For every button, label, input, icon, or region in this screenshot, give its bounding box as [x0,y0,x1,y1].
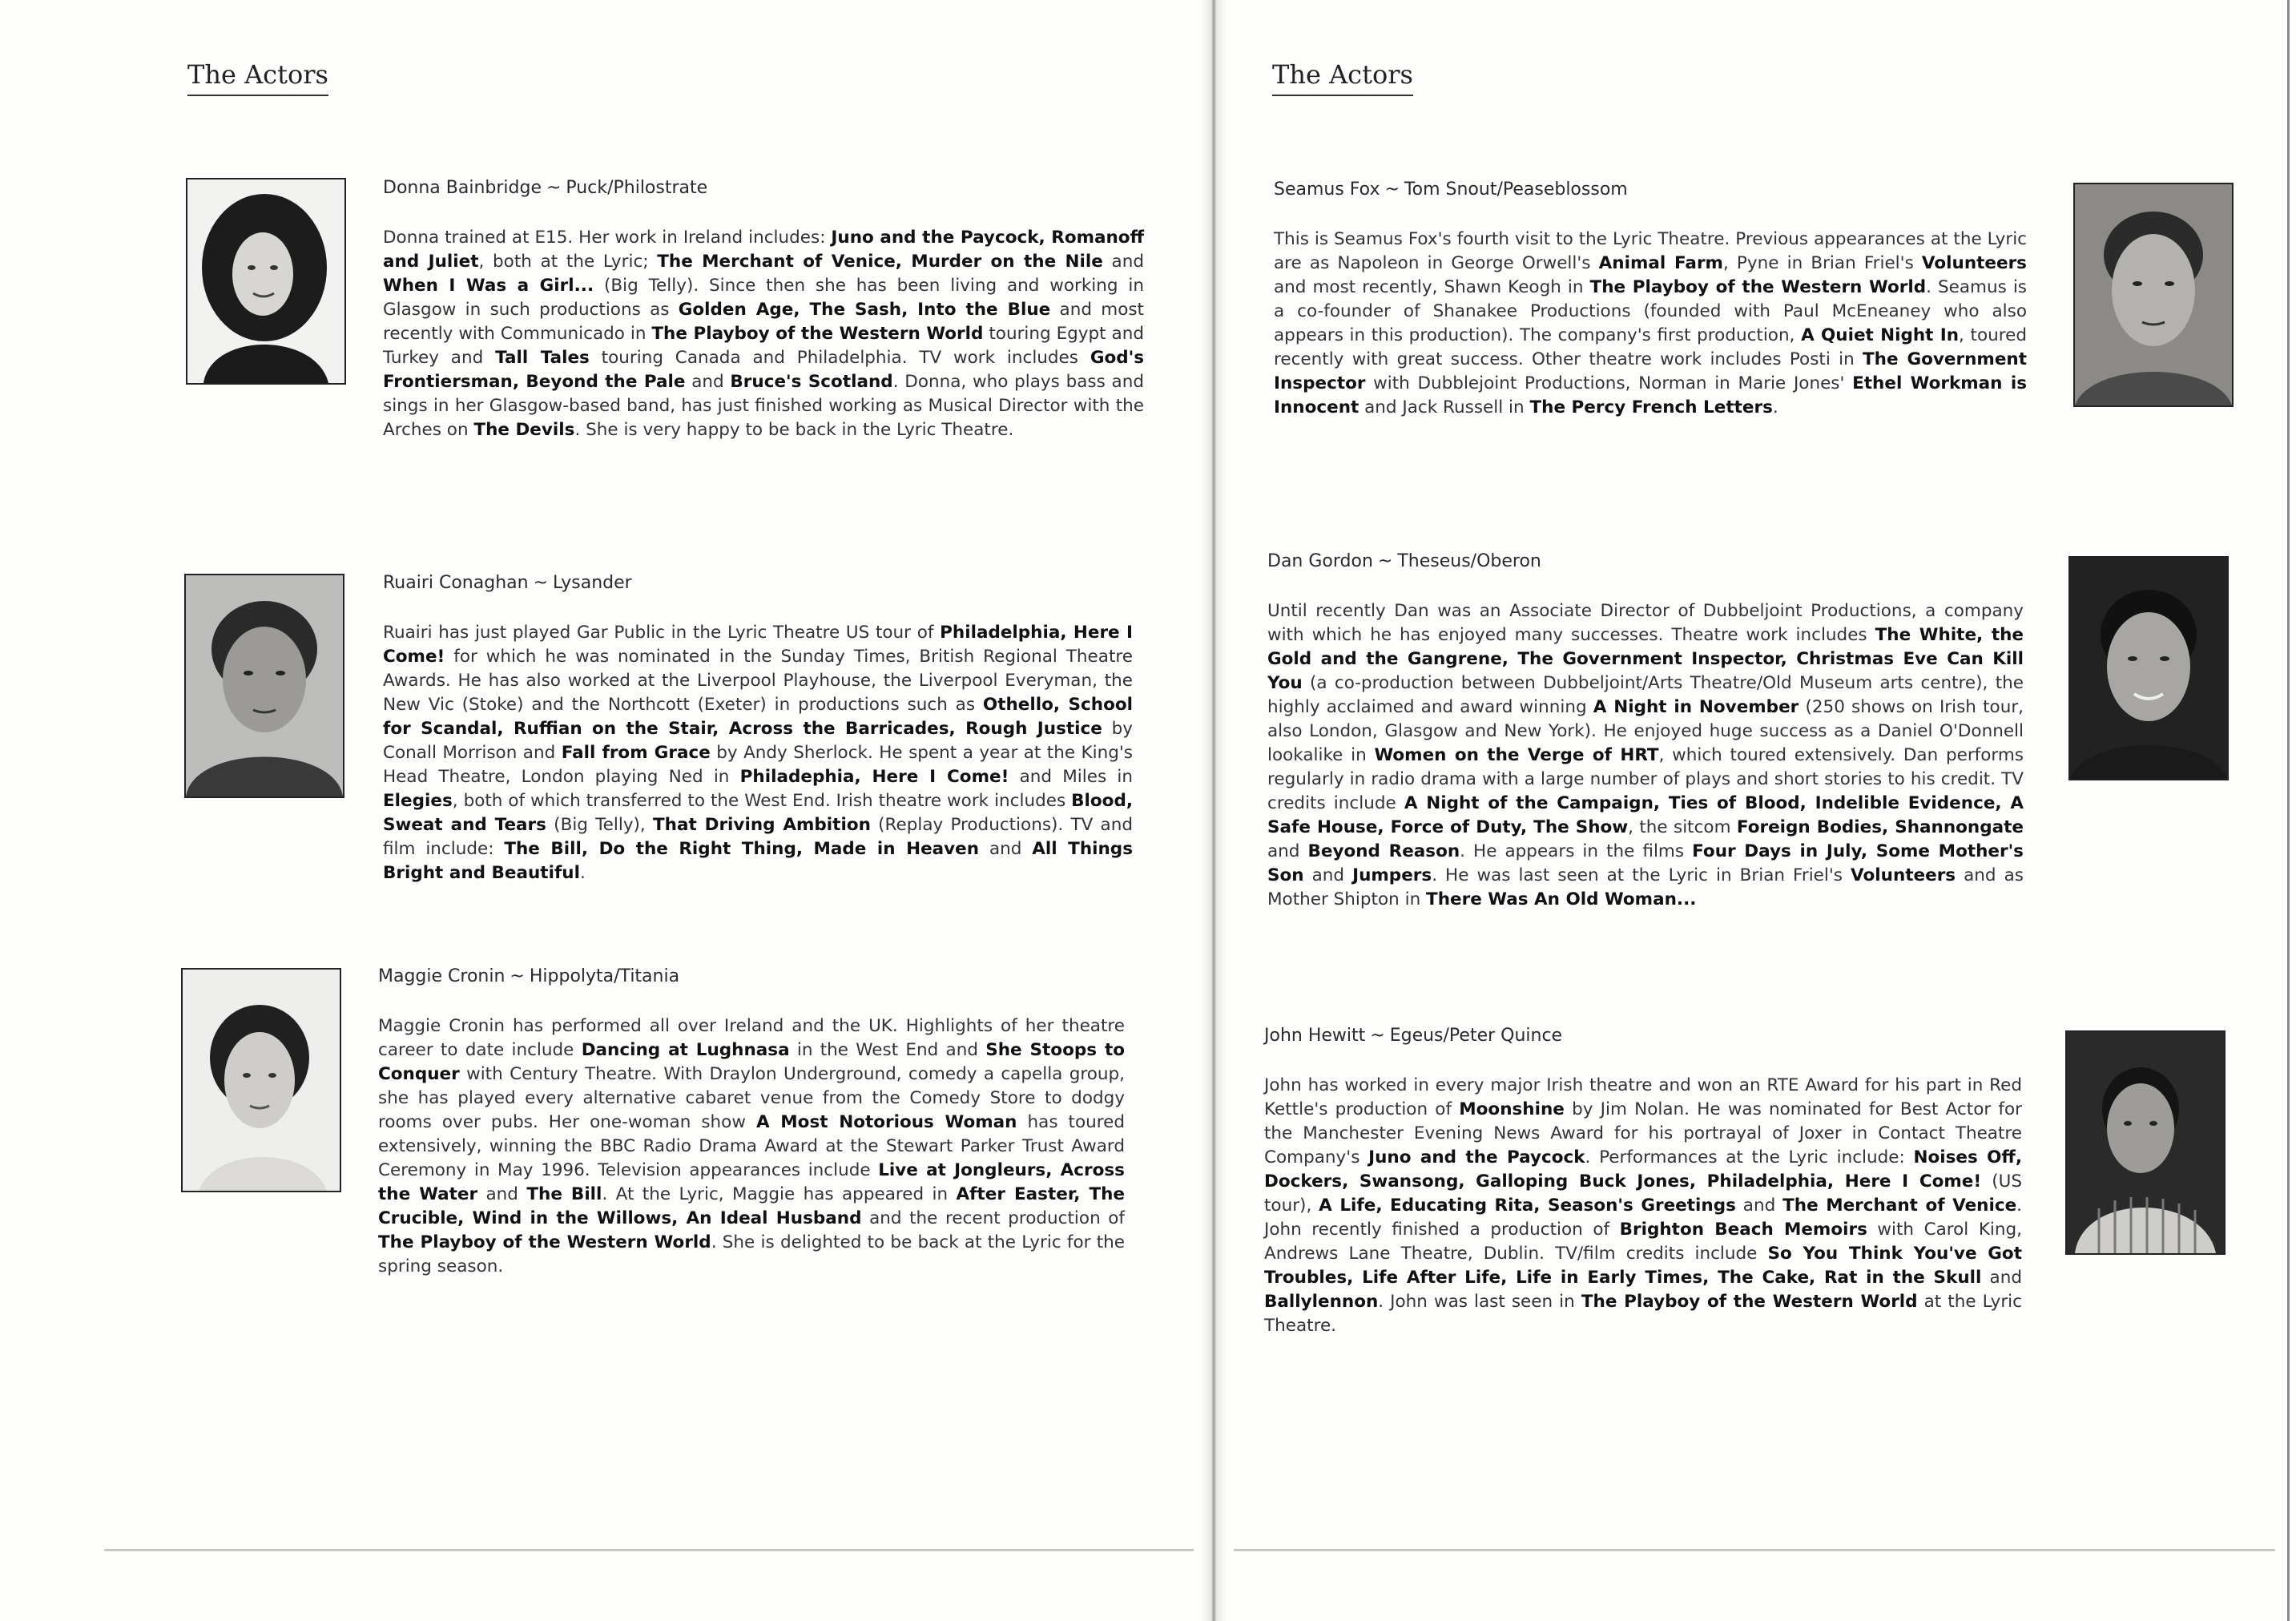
actor-entry-maggie-cronin [378,965,1125,1279]
production-title: The Playboy of the Western World [1589,277,1927,297]
bio-text: , toured recently with great success. Other theatre work includes Posti in [1274,325,2027,369]
actor-bio [1264,1074,2022,1338]
actor-bio [383,226,1144,442]
production-title: There Was An Old Woman... [1426,889,1697,909]
production-title: Women on the Verge of HRT [1374,745,1659,765]
production-title: The White, the Gold and the Gangrene, The Government Inspector, Christmas Eve Can Kill You [1267,625,2024,693]
actor-heading [383,176,1144,200]
actor-name: Ruairi Conaghan [383,573,529,593]
bottom-rule-right [1234,1549,2275,1551]
bio-text: and [1267,841,1308,861]
actor-role: Tom Snout/Peaseblossom [1404,179,1628,200]
bio-text: by Andy Sherlock. He spent a year at the King's Head Theatre, London playing Ned in [383,743,1133,787]
role-separator: ~ [510,966,525,986]
bio-text: with Century Theatre. With Draylon Underground, comedy a capella group, she has played every alternative cabaret venue from the Comedy Store to dodgy rooms over pubs. Her one-woman show [378,1064,1125,1132]
production-title: God's Frontiersman, Beyond the Pale [383,348,1145,392]
bio-text: Ruairi has just played Gar Public in the Lyric Theatre US tour of [383,623,941,643]
role-separator: ~ [533,573,549,593]
actor-photo-dan-gordon [2068,556,2229,780]
actor-entry-donna-bainbridge [383,176,1144,442]
actor-photo-maggie-cronin [181,968,341,1192]
actor-heading [1274,178,2027,202]
production-title: Jumpers [1352,865,1432,885]
actor-role: Hippolyta/Titania [529,966,680,986]
bio-text: and [979,839,1033,859]
production-title: The Bill [526,1184,602,1204]
production-title: Bruce's Scotland [730,372,893,392]
bio-text: . At the Lyric, Maggie has appeared in [602,1184,957,1204]
bio-text: (US tour), [1264,1171,2022,1216]
page-edge [2287,0,2290,1621]
bio-text: . [1772,397,1778,417]
actor-bio [383,621,1133,885]
production-title: Philadelphia, Here I Come! [383,623,1133,667]
bio-text: Donna trained at E15. Her work in Ireland includes: [383,228,832,248]
bottom-rule-left [104,1549,1194,1551]
bio-text: . [579,863,586,883]
actor-heading [383,571,1133,595]
actor-entry-dan-gordon [1267,550,2024,912]
bio-text: and [685,372,731,392]
bio-text: (a co-production between Dubbeljoint/Arts Theatre/Old Museum arts centre), the highly acclaimed and award winning [1267,673,2024,717]
production-title: Ethel Workman is Innocent [1274,373,2027,417]
bio-text: . Seamus is a co-founder of Shanakee Productions (founded with Paul McEneaney who also appears in this production). The company's first production, [1274,277,2028,345]
bio-text: and [1735,1196,1783,1216]
actor-photo-seamus-fox [2073,183,2234,407]
production-title: Fall from Grace [561,743,711,763]
bio-text: , which toured extensively. Dan performs regularly in radio drama with a large number of plays and short stories to his credit. TV credits include [1267,745,2024,813]
actor-bio [1267,599,2024,912]
bio-text: . Donna, who plays bass and sings in her Glasgow-based band, has just finished working as Musical Director with the Arches on [383,372,1144,440]
production-title: Dancing at Lughnasa [581,1040,790,1060]
bio-text: . She is delighted to be back at the Lyric for the spring season. [378,1232,1125,1276]
bio-text: . Performances at the Lyric include: [1585,1147,1914,1167]
bio-text: has toured extensively, winning the BBC Radio Drama Award at the Stewart Parker Trust Award Ceremony in May 1996. Television appearances include [378,1112,1126,1180]
production-title: That Driving Ambition [652,815,871,835]
production-title: Volunteers [1851,865,1956,885]
bio-text: Maggie Cronin has performed all over Ireland and the UK. Highlights of her theatre career to date include [378,1016,1125,1060]
bio-text: for which he was nominated in the Sunday Times, British Regional Theatre Awards. He has also worked at the Liverpool Playhouse, the Liverpool Everyman, the New Vic (Stoke) and the Northcott (Exeter) in productions such as [383,647,1133,715]
production-title: Othello, School for Scandal, Ruffian on the Stair, Across the Barricades, Rough Justice [383,695,1133,739]
production-title: All Things Bright and Beautiful [383,839,1133,883]
actor-heading [1267,550,2024,574]
actor-name: Dan Gordon [1267,551,1373,571]
bio-text: and most recently, Shawn Keogh in [1274,277,1590,297]
headshot-photo-icon [2067,1032,2224,1253]
production-title: Elegies [383,791,453,811]
actor-name: Donna Bainbridge [383,178,542,198]
bio-text: . She is very happy to be back in the Lyric Theatre. [574,420,1014,440]
production-title: The Playboy of the Western World [378,1232,711,1252]
actor-photo-john-hewitt [2065,1030,2226,1255]
headshot-photo-icon [186,575,343,796]
bio-text: and Jack Russell in [1359,397,1530,417]
actor-role: Egeus/Peter Quince [1389,1026,1563,1046]
actor-name: Maggie Cronin [378,966,506,986]
production-title: The Bill, Do the Right Thing, Made in Heaven [504,839,980,859]
bio-text: , Pyne in Brian Friel's [1722,253,1922,273]
production-title: Animal Farm [1598,253,1723,273]
production-title: Brighton Beach Memoirs [1619,1220,1867,1240]
actor-heading [378,965,1125,989]
production-title: Four Days in July, Some Mother's Son [1267,841,2024,885]
bio-text: This is Seamus Fox's fourth visit to the Lyric Theatre. Previous appearances at the Lyric are as Napoleon in George Orwell's [1274,229,2027,273]
production-title: Juno and the Paycock, Romanoff and Juliet [383,228,1144,272]
production-title: Juno and the Paycock [1368,1147,1585,1167]
production-title: After Easter, The Crucible, Wind in the Willows, An Ideal Husband [378,1184,1126,1228]
production-title: A Night of the Campaign, Ties of Blood, Indelible Evidence, A Safe House, Force of Duty, The Show [1267,793,2024,837]
bio-text: and the recent production of [861,1208,1125,1228]
bio-text: by Conall Morrison and [383,719,1133,763]
production-title: A Quiet Night In [1801,325,1960,345]
bio-text: , the sitcom [1628,817,1737,837]
role-separator: ~ [1384,179,1400,200]
book-gutter [1202,0,1226,1621]
actor-name: Seamus Fox [1274,179,1380,200]
actor-bio [378,1014,1125,1279]
production-title: When I Was a Girl... [383,276,594,296]
headshot-photo-icon [2075,184,2232,405]
actor-name: John Hewitt [1264,1026,1366,1046]
production-title: Ballylennon [1264,1292,1379,1312]
production-title: Moonshine [1459,1099,1565,1119]
production-title: The Devils [473,420,575,440]
production-title: The Merchant of Venice [1782,1196,2017,1216]
production-title: The Government Inspector [1274,349,2027,393]
role-separator: ~ [1370,1026,1385,1046]
actor-entry-john-hewitt [1264,1024,2022,1338]
production-title: The Playboy of the Western World [651,324,984,344]
bio-text: John has worked in every major Irish theatre and won an RTE Award for his part in Red Kettle's production of [1264,1075,2022,1119]
bio-text: with Carol King, Andrews Lane Theatre, Dublin. TV/film credits include [1264,1220,2023,1264]
bio-text: (250 shows on Irish tour, also London, Glasgow and New York). He enjoyed huge success as a Daniel O'Donnell lookalike in [1267,697,2024,765]
production-title: The Percy French Letters [1529,397,1773,417]
production-title: Noises Off, Dockers, Swansong, Galloping Buck Jones, Philadelphia, Here I Come! [1264,1147,2022,1192]
bio-text: by Jim Nolan. He was nominated for Best Actor for the Manchester Evening News Award for his portrayal of Joxer in Contact Theatre Company's [1264,1099,2022,1167]
bio-text: Until recently Dan was an Associate Director of Dubbeljoint Productions, a company with which he has enjoyed many successes. Theatre work includes [1267,601,2024,645]
bio-text: . John recently finished a production of [1264,1196,2023,1240]
actor-heading [1264,1024,2022,1048]
actor-role: Theseus/Oberon [1397,551,1541,571]
bio-text: (Big Telly), [546,815,653,835]
actor-bio [1274,228,2027,420]
bio-text: . He appears in the films [1460,841,1693,861]
bio-text: , both of which transferred to the West End. Irish theatre work includes [452,791,1072,811]
production-title: Volunteers [1921,253,2027,273]
bio-text: in the West End and [789,1040,986,1060]
actor-entry-seamus-fox [1274,178,2027,420]
bio-text: (Big Telly). Since then she has been living and working in Glasgow in such productions as [383,276,1144,320]
role-separator: ~ [546,178,562,198]
bio-text: and Miles in [1009,767,1133,787]
bio-text: . John was last seen in [1378,1292,1581,1312]
production-title: She Stoops to Conquer [378,1040,1125,1084]
bio-text: and [1102,252,1144,272]
bio-text: at the Lyric Theatre. [1264,1292,2022,1336]
production-title: Beyond Reason [1307,841,1460,861]
production-title: A Life, Educating Rita, Season's Greetings [1319,1196,1736,1216]
production-title: Blood, Sweat and Tears [383,791,1133,835]
actor-entry-ruairi-conaghan [383,571,1133,885]
bio-text: and [1303,865,1353,885]
actor-photo-donna-bainbridge [186,178,346,385]
headshot-photo-icon [183,970,340,1191]
bio-text: with Dubblejoint Productions, Norman in Marie Jones' [1365,373,1853,393]
page-heading-left: The Actors [187,59,328,96]
production-title: A Most Notorious Woman [755,1112,1017,1132]
headshot-photo-icon [187,179,344,383]
production-title: Golden Age, The Sash, Into the Blue [678,300,1051,320]
bio-text: (Replay Productions). TV and film include: [383,815,1133,859]
production-title: Foreign Bodies, Shannongate [1736,817,2024,837]
production-title: The Merchant of Venice, Murder on the Nile [657,252,1103,272]
bio-text: , both at the Lyric; [478,252,658,272]
production-title: So You Think You've Got Troubles, Life After Life, Life in Early Times, The Cake, Rat in the Skull [1264,1244,2022,1288]
bio-text: . He was last seen at the Lyric in Brian Friel's [1432,865,1851,885]
actor-role: Lysander [553,573,632,593]
bio-text: and [477,1184,527,1204]
page-heading-right: The Actors [1272,59,1413,96]
production-title: A Night in November [1593,697,1799,717]
bio-text: touring Egypt and Turkey and [383,324,1144,368]
headshot-photo-icon [2070,558,2227,779]
bio-text: and most recently with Communicado in [383,300,1144,344]
production-title: Live at Jongleurs, Across the Water [378,1160,1125,1204]
bio-text: and [1981,1268,2022,1288]
role-separator: ~ [1377,551,1393,571]
bio-text: and as Mother Shipton in [1267,865,2024,909]
bio-text: touring Canada and Philadelphia. TV work includes [589,348,1090,368]
production-title: Philadephia, Here I Come! [739,767,1009,787]
actor-photo-ruairi-conaghan [184,574,344,798]
actor-role: Puck/Philostrate [566,178,708,198]
production-title: The Playboy of the Western World [1581,1292,1918,1312]
production-title: Tall Tales [495,348,590,368]
